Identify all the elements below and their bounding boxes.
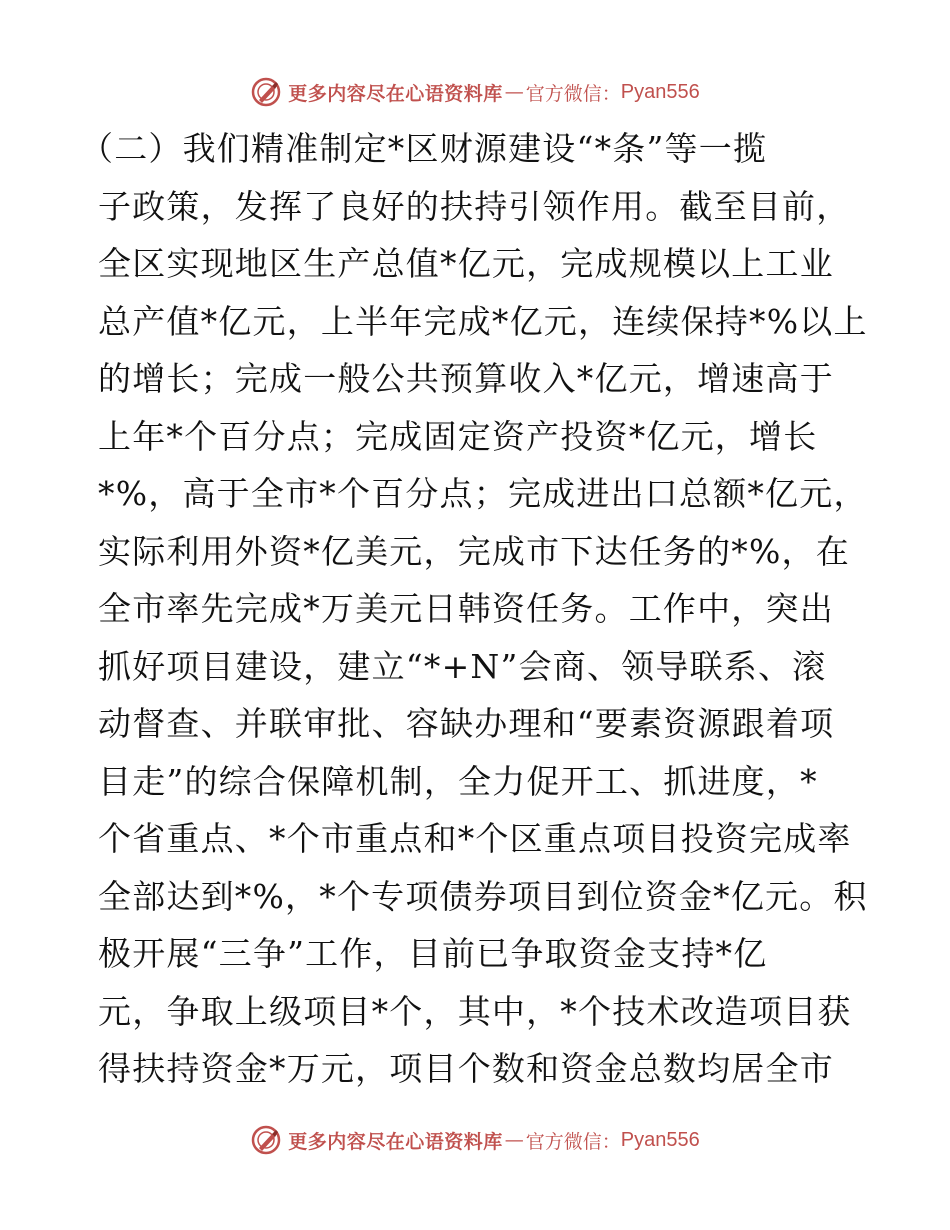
- body-line: 动督查、并联审批、容缺办理和“要素资源跟着项: [98, 704, 835, 743]
- body-line: 总产值*亿元，上半年完成*亿元，连续保持*%以上: [98, 301, 868, 341]
- header-watermark: [0, 72, 950, 112]
- body-line: 极开展“三争”工作，目前已争取资金支持*亿: [98, 934, 768, 973]
- body-line: 目走”的综合保障机制，全力促开工、抓进度，*: [98, 761, 818, 801]
- watermark-text: 更多内容尽在心语资料库: [288, 1130, 503, 1153]
- watermark-id: Pyan556: [620, 80, 700, 103]
- watermark-dash: —: [504, 1129, 524, 1151]
- body-line: 得扶持资金*万元，项目个数和资金总数均居全市: [98, 1049, 834, 1088]
- body-line: 全部达到*%，*个专项债券项目到位资金*亿元。积: [98, 876, 868, 916]
- body-line: *%，高于全市*个百分点；完成进出口总额*亿元，: [98, 474, 868, 513]
- body-line: 上年*个百分点；完成固定资产投资*亿元，增长: [98, 416, 818, 456]
- watermark-id: Pyan556: [620, 1128, 700, 1151]
- watermark-dash: —: [504, 81, 524, 103]
- watermark-label: 官方微信：: [525, 1130, 621, 1153]
- body-line: 实际利用外资*亿美元，完成市下达任务的*%，在: [98, 531, 850, 571]
- body-line: 子政策，发挥了良好的扶持引领作用。截至目前，: [98, 186, 851, 226]
- body-line: （二）我们精准制定*区财源建设“*条”等一揽: [80, 129, 768, 168]
- body-line: 全区实现地区生产总值*亿元，完成规模以上工业: [98, 244, 834, 283]
- body-line: 元，争取上级项目*个，其中，*个技术改造项目获: [98, 991, 852, 1031]
- body-line: 个省重点、*个市重点和*个区重点项目投资完成率: [98, 819, 852, 858]
- watermark-label: 官方微信：: [525, 82, 621, 105]
- body-line: 抓好项目建设，建立“*+N”会商、领导联系、滚: [98, 646, 827, 686]
- document-body: [80, 120, 868, 1098]
- body-line: 全市率先完成*万美元日韩资任务。工作中，突出: [98, 589, 834, 628]
- body-line: 的增长；完成一般公共预算收入*亿元，增速高于: [98, 359, 834, 398]
- watermark-text: 更多内容尽在心语资料库: [288, 82, 503, 105]
- seal-pen-logo-icon: [250, 76, 282, 108]
- footer-watermark: [0, 1120, 950, 1160]
- seal-pen-logo-icon: [250, 1124, 282, 1156]
